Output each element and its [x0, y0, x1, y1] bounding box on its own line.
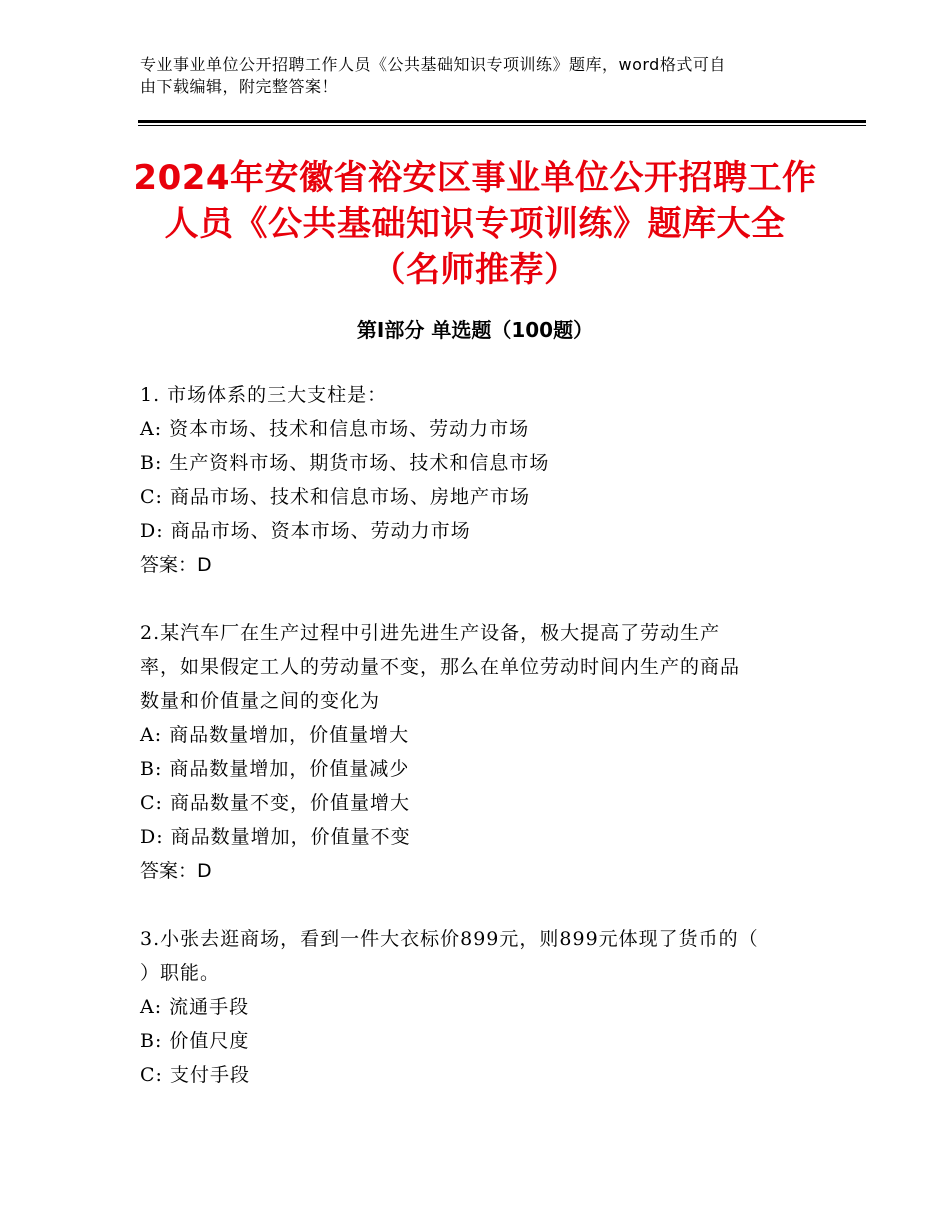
- title-line: （名师推荐）: [371, 250, 579, 290]
- option-c: C: 商品市场、技术和信息市场、房地产市场: [140, 486, 530, 508]
- answer: 答案：D: [140, 554, 212, 576]
- header-note-line: 专业事业单位公开招聘工作人员《公共基础知识专项训练》题库，word格式可自: [140, 55, 726, 74]
- header-note-line: 由下载编辑，附完整答案！: [140, 77, 339, 96]
- header-note: [140, 54, 820, 98]
- question-stem: ）职能。: [140, 962, 221, 984]
- option-c: C: 支付手段: [140, 1064, 250, 1086]
- question-list: [140, 378, 820, 1126]
- option-b: B: 价值尺度: [140, 1030, 250, 1052]
- option-c: C: 商品数量不变，价值量增大: [140, 792, 410, 814]
- answer: 答案：D: [140, 860, 212, 882]
- title-line: 2024年安徽省裕安区事业单位公开招聘工作: [133, 158, 817, 198]
- header-divider: [138, 120, 866, 126]
- question-stem: 1. 市场体系的三大支柱是：: [140, 384, 388, 406]
- question-stem: 3.小张去逛商场，看到一件大衣标价899元，则899元体现了货币的（: [140, 928, 759, 950]
- title-line: 人员《公共基础知识专项训练》题库大全: [164, 204, 786, 244]
- option-b: B: 商品数量增加，价值量减少: [140, 758, 410, 780]
- option-a: A: 流通手段: [140, 996, 250, 1018]
- question-1: [140, 378, 820, 582]
- option-d: D: 商品市场、资本市场、劳动力市场: [140, 520, 471, 542]
- page-title: [120, 155, 830, 293]
- option-a: A: 资本市场、技术和信息市场、劳动力市场: [140, 418, 530, 440]
- question-stem: 数量和价值量之间的变化为: [140, 690, 381, 712]
- question-stem: 率，如果假定工人的劳动量不变，那么在单位劳动时间内生产的商品: [140, 656, 741, 678]
- header-divider-thick: [138, 120, 866, 123]
- header-divider-thin: [138, 125, 866, 126]
- section-title: 第Ⅰ部分 单选题（100题）: [356, 318, 594, 342]
- question-2: [140, 616, 820, 888]
- question-3: [140, 922, 820, 1092]
- option-d: D: 商品数量增加，价值量不变: [140, 826, 411, 848]
- question-stem: 2.某汽车厂在生产过程中引进先进生产设备，极大提高了劳动生产: [140, 622, 721, 644]
- option-b: B: 生产资料市场、期货市场、技术和信息市场: [140, 452, 550, 474]
- option-a: A: 商品数量增加，价值量增大: [140, 724, 410, 746]
